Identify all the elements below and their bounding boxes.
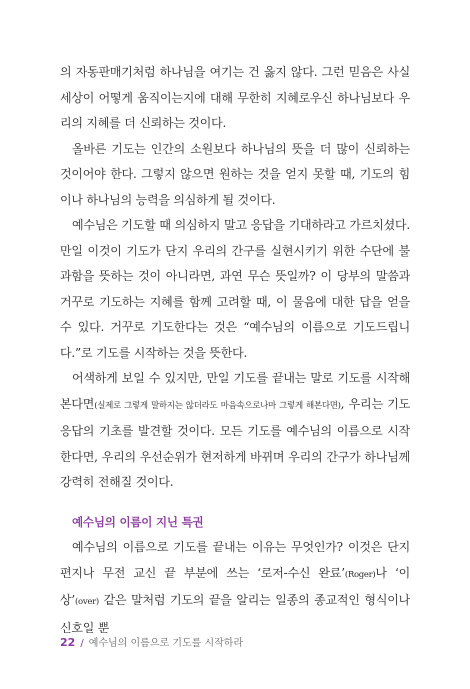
paragraph-5-text-end: 같은 말처럼 기도의 끝을 알리는 일종의 종교적인 형식이나 신호일 뿐: [60, 593, 410, 635]
paragraph-5-roger: (Roger): [344, 569, 376, 580]
paragraph-5-text-mid: 나 ‘이상’: [60, 565, 411, 607]
paragraph-3: 예수님은 기도할 때 의심하지 말고 응답을 기대하라고 가르치셨다. 만일 이것이 기도가 단지 우리의 간구를 실현시키기 위한 수단에 불과함을 뜻하는 것이 아니라면, 과연 무슨 뜻일까? 이 당부의 말씀과 거꾸로 기도하는 지혜를 함께 고려할 때, 이 물음에 대한 답을 얻을 수 있다. 거꾸로 기도한다는 것은 “예수님의 이름으로 기도드립니다.”로 기도를 시작하는 것을 뜻한다.: [60, 218, 410, 360]
paragraph-5-over: (over): [75, 597, 99, 607]
paragraph-5-text: 예수님의 이름으로 기도를 끝내는 이유는 무엇인가? 이것은 단지 편지나 무전 교신 끝 부분에 쓰는 ‘로저-수신 완료’: [60, 540, 410, 580]
paragraph-2: 올바른 기도는 인간의 소원보다 하나님의 뜻을 더 많이 신뢰하는 것이어야 한다. 그렇지 않으면 원하는 것을 얻지 못할 때, 기도의 힘이나 하나님의 능력을 의심하게 될 것이다.: [60, 141, 410, 207]
paragraph-4-aside: (실제로 그렇게 말하지는 않더라도 마음속으로나마 그렇게 해본다면): [94, 400, 341, 411]
paragraph-4: [60, 366, 410, 496]
paragraph-5: [60, 535, 410, 641]
page-footer: [60, 634, 243, 649]
body-text: [60, 60, 410, 641]
page-number: 22: [60, 636, 76, 649]
paragraph-1: 의 자동판매기처럼 하나님을 여기는 건 옳지 않다. 그런 믿음은 사실 세상이 어떻게 움직이는지에 대해 무한히 지혜로우신 하나님보다 우리의 지혜를 더 신뢰하는 것이다.: [60, 65, 410, 130]
paragraph-4-text-end: , 우리는 기도 응답의 기초를 발견할 것이다. 모든 기도를 예수님의 이름으로 시작한다면, 우리의 우선순위가 현저하게 바뀌며 우리의 간구가 하나님께 강력히 전해질 것이다.: [60, 396, 410, 489]
section-heading: 예수님의 이름이 지닌 특권: [72, 514, 204, 529]
book-title: 예수님의 이름으로 기도를 시작하라: [88, 638, 244, 649]
paragraph-4-text: 어색하게 보일 수 있지만, 만일 기도를 끝내는 말로 기도를 시작해 본다면: [60, 371, 410, 411]
footer-separator: /: [80, 638, 84, 649]
